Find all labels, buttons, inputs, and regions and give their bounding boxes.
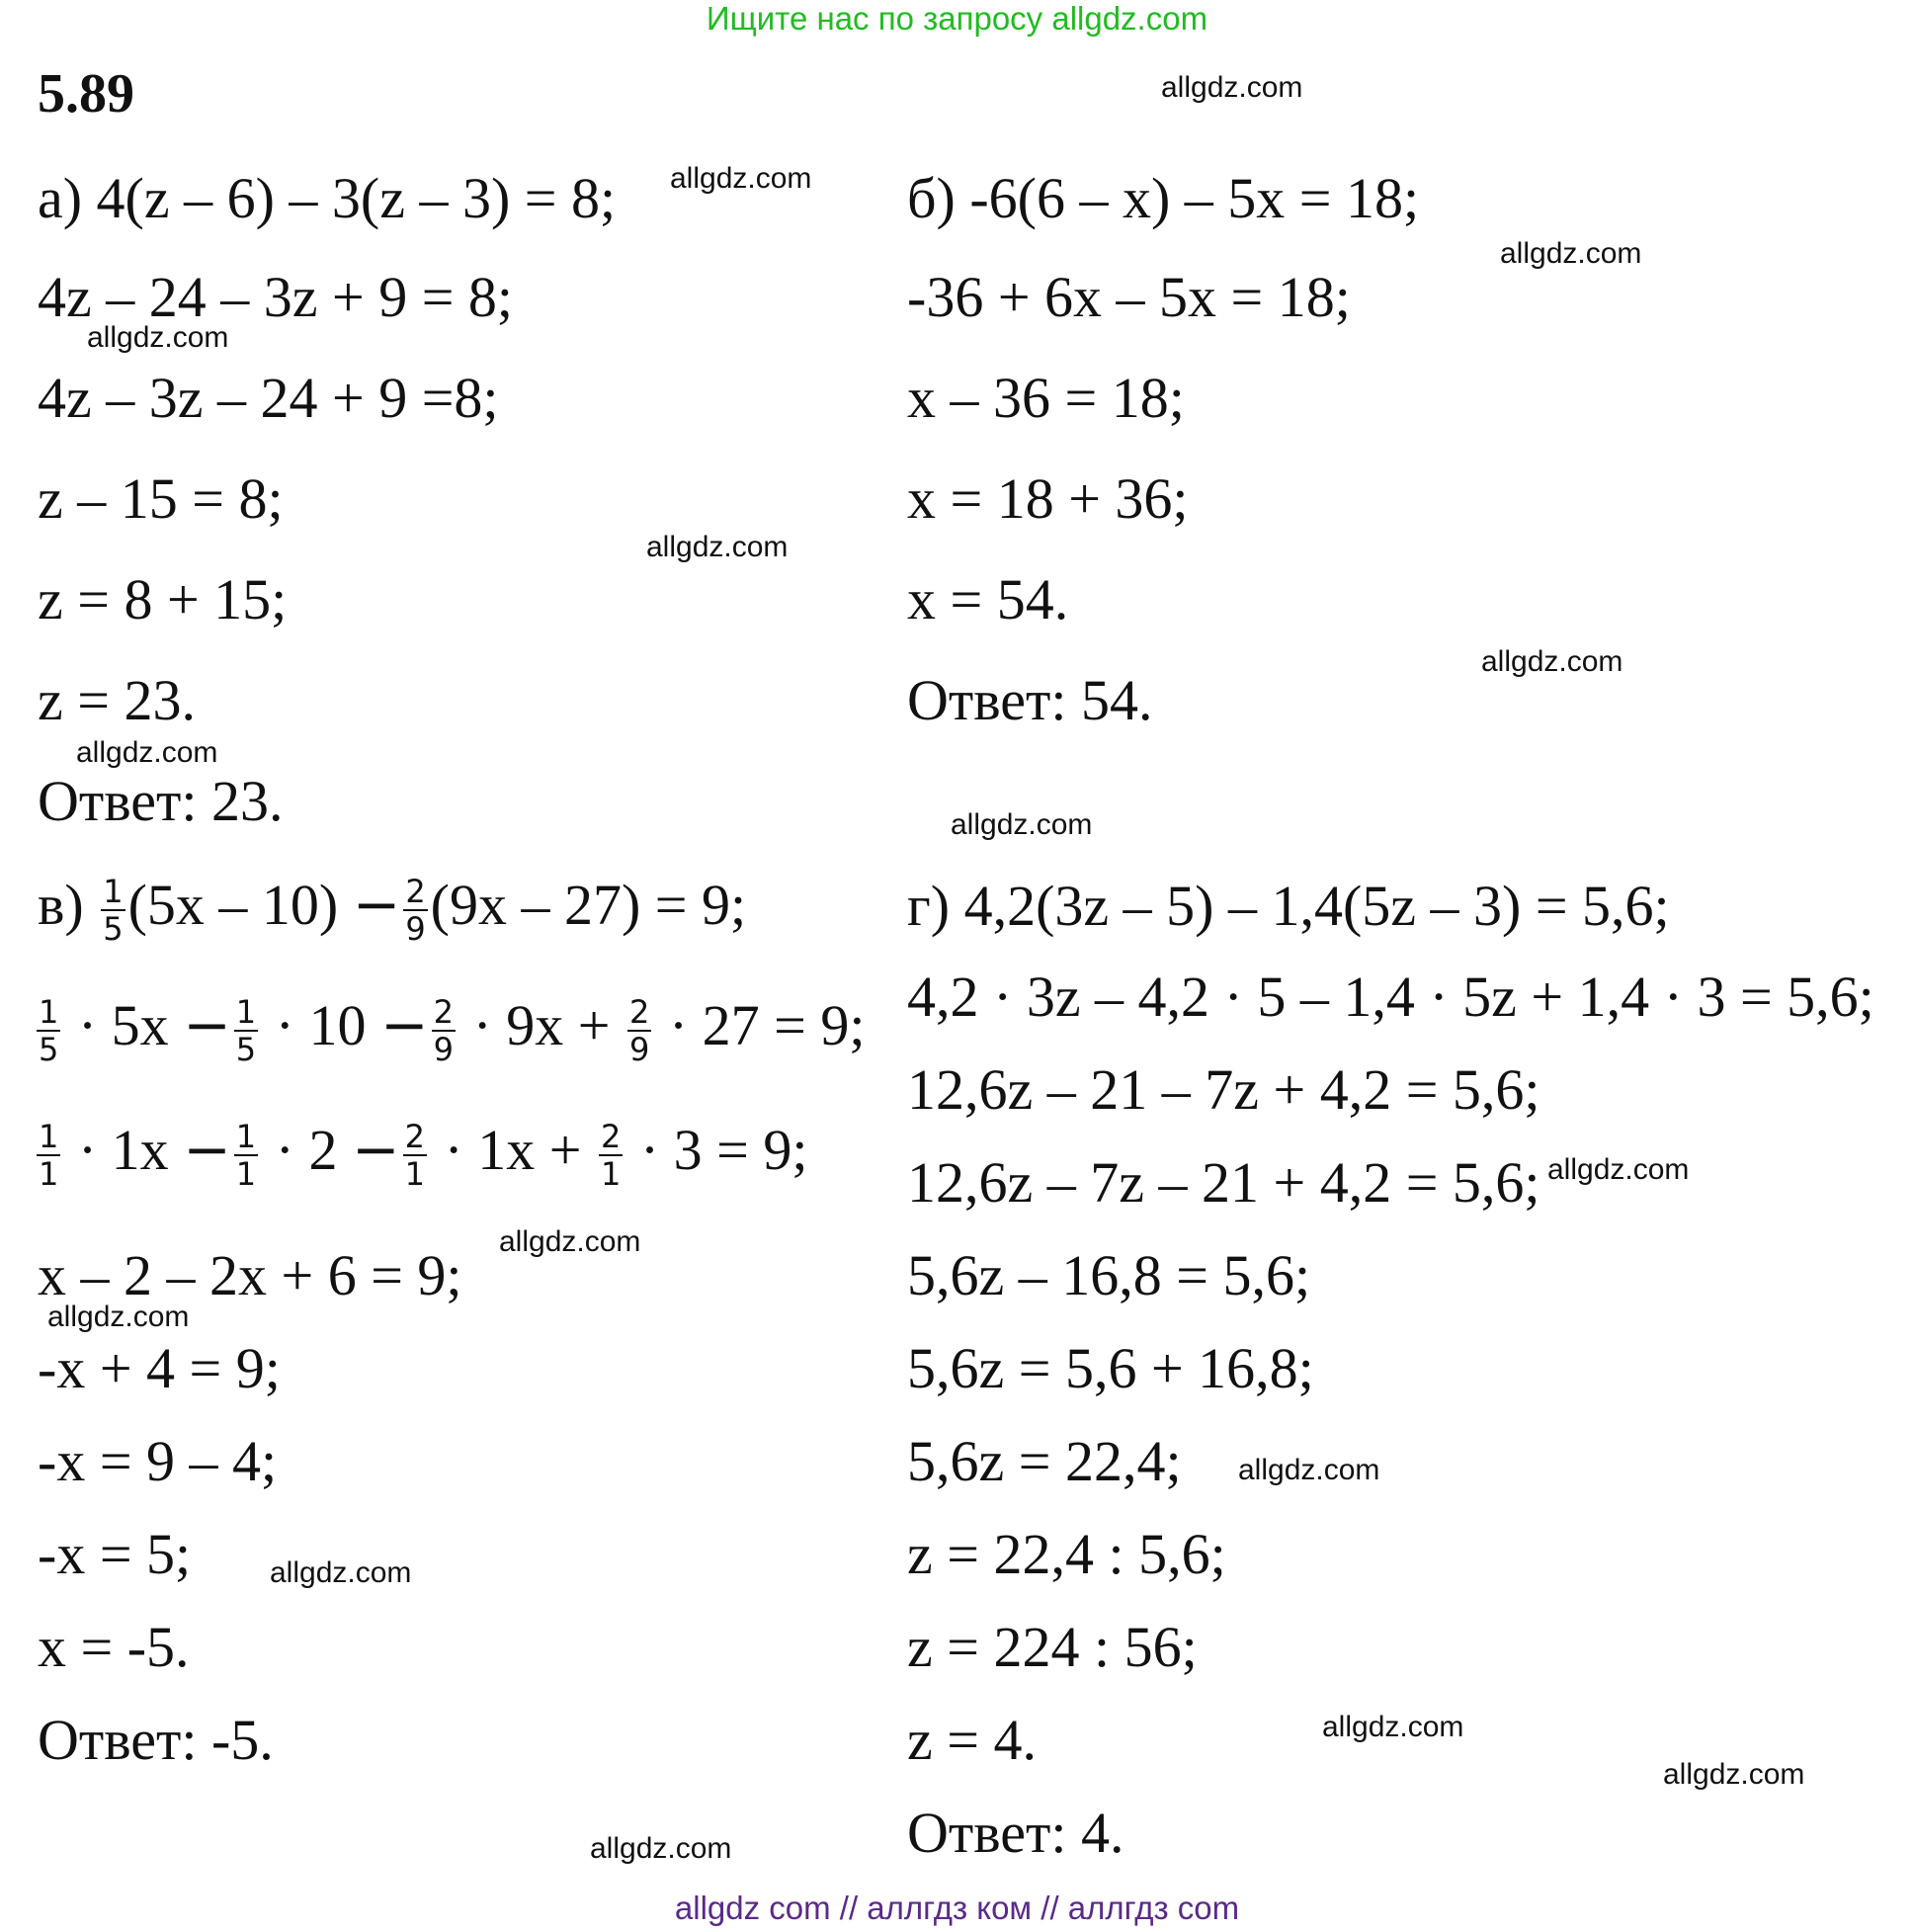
denominator: 5	[235, 1030, 257, 1068]
numerator: 2	[405, 873, 426, 911]
part-g-line-1: г) 4,2(3z – 5) – 1,4(5z – 3) = 5,6;	[907, 874, 1670, 938]
part-a-line-6: z = 23.	[38, 668, 196, 732]
part-v-prefix: в)	[38, 873, 99, 937]
part-g-answer: Ответ: 4.	[907, 1801, 1124, 1865]
part-b-line-5: x = 54.	[907, 567, 1069, 631]
denominator: 1	[235, 1154, 257, 1193]
denominator: 9	[433, 1030, 454, 1068]
expr-term: · 27 = 9;	[654, 993, 866, 1057]
expr-term: (5x – 10)	[127, 873, 353, 937]
expr-term: · 9x +	[458, 993, 624, 1057]
part-g-line-10: z = 4.	[907, 1708, 1037, 1772]
denominator: 9	[628, 1030, 650, 1068]
watermark: allgdz.com	[270, 1556, 412, 1589]
numerator: 2	[433, 993, 454, 1032]
expr-term: · 1x +	[429, 1118, 596, 1182]
fraction	[37, 1118, 60, 1193]
fraction	[403, 873, 427, 948]
minus-sign: −	[183, 1116, 231, 1183]
minus-sign: −	[379, 991, 429, 1058]
numerator: 2	[600, 1118, 622, 1156]
fraction	[627, 993, 651, 1068]
part-v-line-6: -x = 9 – 4;	[38, 1429, 278, 1493]
fraction	[432, 993, 456, 1068]
watermark: allgdz.com	[1238, 1454, 1380, 1486]
numerator: 1	[39, 1118, 59, 1156]
part-g-line-9: z = 224 : 56;	[907, 1615, 1198, 1679]
fraction	[403, 1118, 427, 1193]
fraction	[599, 1118, 623, 1193]
numerator: 1	[235, 1118, 257, 1156]
part-a-line-1: а) 4(z – 6) – 3(z – 3) = 8;	[38, 166, 617, 230]
watermark: allgdz.com	[646, 531, 789, 563]
part-v-answer: Ответ: -5.	[38, 1708, 274, 1772]
part-v-line-8: x = -5.	[38, 1615, 190, 1679]
part-v-line-2	[34, 991, 866, 1068]
watermark: allgdz.com	[1547, 1153, 1690, 1186]
denominator: 1	[600, 1154, 622, 1193]
watermark: allgdz.com	[87, 321, 229, 354]
part-g-line-8: z = 22,4 : 5,6;	[907, 1522, 1226, 1586]
expr-term: · 5x	[63, 993, 184, 1057]
fraction	[37, 993, 60, 1068]
part-a-line-5: z = 8 + 15;	[38, 567, 288, 631]
part-g-line-7: 5,6z = 22,4;	[907, 1429, 1182, 1493]
minus-sign: −	[183, 991, 231, 1058]
part-g-line-4: 12,6z – 7z – 21 + 4,2 = 5,6;	[907, 1150, 1540, 1215]
fraction	[101, 873, 125, 948]
part-v-line-7: -x = 5;	[38, 1522, 192, 1586]
numerator: 1	[235, 993, 257, 1032]
part-g-line-5: 5,6z – 16,8 = 5,6;	[907, 1243, 1311, 1307]
watermark: allgdz.com	[670, 162, 812, 195]
problem-number: 5.89	[38, 63, 134, 125]
footer-text: allgdz com // аллгдз ком // аллгдз com	[674, 1890, 1240, 1926]
part-g-line-3: 12,6z – 21 – 7z + 4,2 = 5,6;	[907, 1057, 1540, 1122]
part-a-line-3: 4z – 3z – 24 + 9 =8;	[38, 366, 499, 430]
denominator: 1	[39, 1154, 59, 1193]
expr-term: (9x – 27) = 9;	[430, 873, 747, 937]
part-v-line-1	[38, 871, 747, 948]
part-g-line-6: 5,6z = 5,6 + 16,8;	[907, 1336, 1314, 1400]
fraction	[234, 993, 258, 1068]
top-banner: Ищите нас по запросу allgdz.com	[706, 0, 1208, 37]
part-b-line-1: б) -6(6 – x) – 5x = 18;	[907, 166, 1420, 230]
part-a-line-4: z – 15 = 8;	[38, 466, 284, 531]
expr-term: · 2	[261, 1118, 352, 1182]
part-g-line-2: 4,2 · 3z – 4,2 · 5 – 1,4 · 5z + 1,4 · 3 = 5,6;	[907, 965, 1874, 1029]
watermark: allgdz.com	[951, 808, 1093, 841]
part-v-line-5: -x + 4 = 9;	[38, 1336, 281, 1400]
fraction	[234, 1118, 258, 1193]
watermark: allgdz.com	[76, 736, 218, 769]
watermark: allgdz.com	[590, 1832, 732, 1865]
minus-sign: −	[351, 1116, 400, 1183]
denominator: 9	[405, 909, 426, 948]
expr-term: · 1x	[63, 1118, 184, 1182]
denominator: 1	[404, 1154, 425, 1193]
expr-term: · 3 = 9;	[625, 1118, 808, 1182]
watermark: allgdz.com	[1663, 1758, 1805, 1791]
expr-term: · 10	[261, 993, 380, 1057]
watermark: allgdz.com	[1322, 1711, 1464, 1743]
watermark: allgdz.com	[1481, 645, 1623, 678]
watermark: allgdz.com	[1161, 71, 1303, 104]
part-b-line-3: x – 36 = 18;	[907, 366, 1185, 430]
watermark: allgdz.com	[499, 1225, 641, 1258]
part-v-line-4: x – 2 – 2x + 6 = 9;	[38, 1243, 462, 1307]
numerator: 2	[404, 1118, 425, 1156]
part-a-answer: Ответ: 23.	[38, 769, 284, 833]
part-b-line-2: -36 + 6x – 5x = 18;	[907, 265, 1351, 329]
part-b-answer: Ответ: 54.	[907, 668, 1153, 732]
numerator: 2	[628, 993, 650, 1032]
watermark: allgdz.com	[47, 1301, 190, 1333]
minus-sign: −	[352, 871, 401, 938]
denominator: 5	[103, 909, 124, 948]
part-v-line-3	[34, 1116, 808, 1193]
watermark: allgdz.com	[1500, 237, 1642, 270]
part-a-line-2: 4z – 24 – 3z + 9 = 8;	[38, 265, 514, 329]
numerator: 1	[39, 993, 59, 1032]
denominator: 5	[39, 1030, 59, 1068]
numerator: 1	[103, 873, 124, 911]
part-b-line-4: x = 18 + 36;	[907, 466, 1189, 531]
